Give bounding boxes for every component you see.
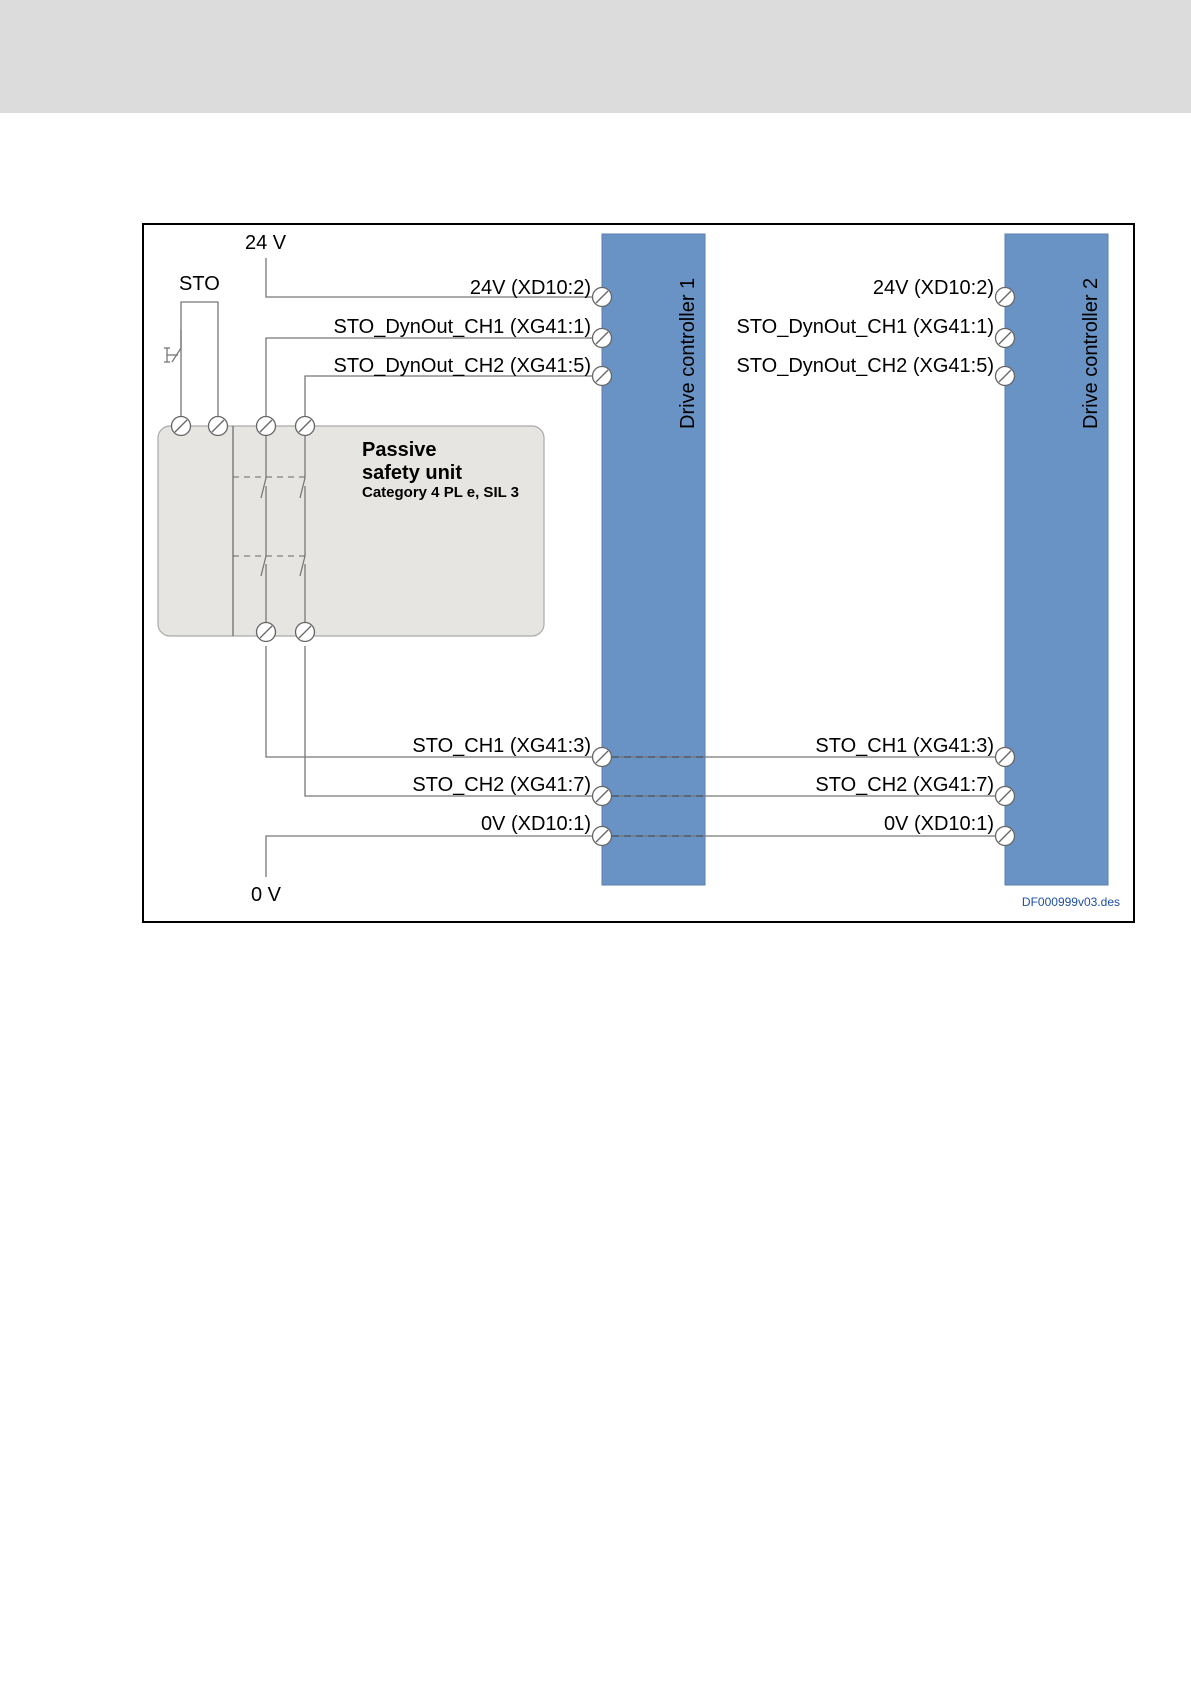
- terminal-unit-ch1-in: [257, 417, 276, 436]
- supply-label: 24 V: [245, 232, 287, 254]
- wire-sto-switch: [181, 302, 218, 416]
- dc1-label-dynout-ch1: STO_DynOut_CH1 (XG41:1): [333, 316, 591, 338]
- ground-label: 0 V: [251, 884, 282, 906]
- dc2-label-dynout-ch1: STO_DynOut_CH1 (XG41:1): [736, 316, 994, 338]
- drive-controller-2-name: Drive controller 2: [1080, 277, 1102, 429]
- document-id: DF000999v03.des: [1021, 895, 1120, 909]
- terminal-dc2-sto-ch2: [996, 787, 1015, 806]
- dc1-label-24v: 24V (XD10:2): [469, 277, 591, 299]
- terminal-dc1-dynout-ch2: [593, 367, 612, 386]
- terminal-dc1-0v: [593, 827, 612, 846]
- drive-controller-1-name: Drive controller 1: [677, 277, 699, 429]
- terminal-sto-in: [172, 417, 191, 436]
- dc1-label-0v: 0V (XD10:1): [480, 813, 591, 835]
- dc2-label-sto-ch1: STO_CH1 (XG41:3): [815, 735, 994, 757]
- terminal-dc2-dynout-ch1: [996, 329, 1015, 348]
- terminal-unit-ch1-out: [257, 623, 276, 642]
- dc1-label-sto-ch2: STO_CH2 (XG41:7): [412, 774, 591, 796]
- terminal-dc1-sto-ch2: [593, 787, 612, 806]
- terminal-dc2-sto-ch1: [996, 748, 1015, 767]
- terminal-dc1-dynout-ch1: [593, 329, 612, 348]
- passive-safety-unit: [158, 426, 544, 636]
- terminal-unit-ch2-in: [296, 417, 315, 436]
- terminal-sto-out: [209, 417, 228, 436]
- dc2-label-24v: 24V (XD10:2): [872, 277, 994, 299]
- terminal-dc2-dynout-ch2: [996, 367, 1015, 386]
- terminal-dc1-24v: [593, 288, 612, 307]
- safety-unit-title-line2: safety unit: [362, 462, 463, 484]
- terminal-dc2-24v: [996, 288, 1015, 307]
- terminal-dc1-sto-ch1: [593, 748, 612, 767]
- sto-switch-label: STO: [179, 273, 220, 295]
- dc2-label-0v: 0V (XD10:1): [883, 813, 994, 835]
- terminal-dc2-0v: [996, 827, 1015, 846]
- dc2-label-dynout-ch2: STO_DynOut_CH2 (XG41:5): [736, 355, 994, 377]
- terminal-unit-ch2-out: [296, 623, 315, 642]
- dc2-label-sto-ch2: STO_CH2 (XG41:7): [815, 774, 994, 796]
- safety-unit-subtitle: Category 4 PL e, SIL 3: [362, 484, 520, 501]
- wire-dynout-ch1: [266, 338, 602, 416]
- wire-dynout-ch2: [305, 376, 602, 416]
- dc1-label-dynout-ch2: STO_DynOut_CH2 (XG41:5): [333, 355, 591, 377]
- safety-unit-title-line1: Passive: [362, 439, 437, 461]
- dc1-label-sto-ch1: STO_CH1 (XG41:3): [412, 735, 591, 757]
